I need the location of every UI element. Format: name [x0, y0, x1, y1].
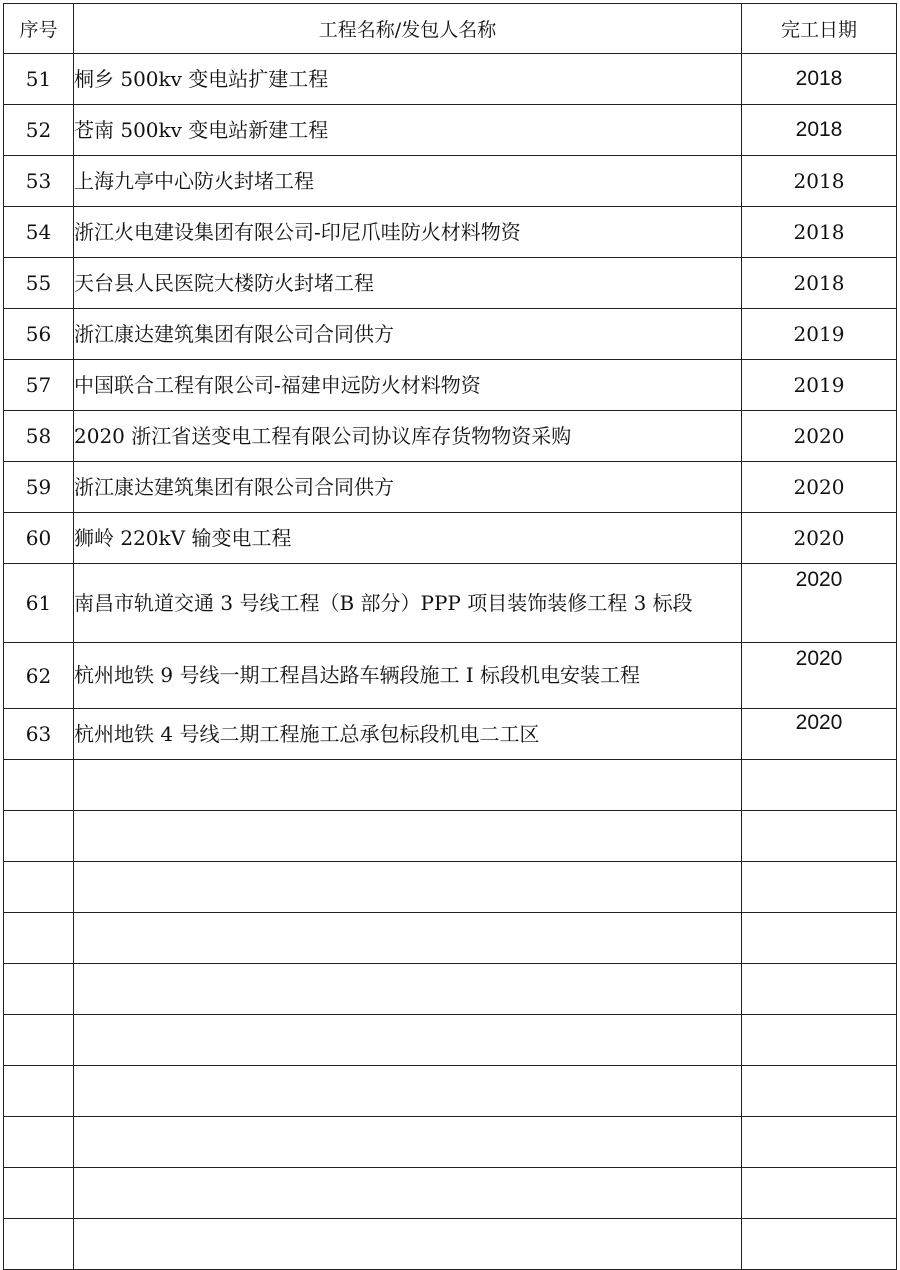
table-row — [4, 513, 897, 564]
row-date: 2018 — [742, 156, 897, 207]
empty-cell — [74, 1015, 742, 1066]
row-date: 2018 — [742, 105, 897, 156]
row-name: 浙江火电建设集团有限公司-印尼爪哇防火材料物资 — [74, 207, 742, 258]
empty-cell — [4, 1117, 74, 1168]
table-row — [4, 258, 897, 309]
table-row — [4, 360, 897, 411]
row-no: 52 — [4, 105, 74, 156]
row-date: 2020 — [742, 513, 897, 564]
empty-cell — [74, 913, 742, 964]
row-no: 51 — [4, 54, 74, 105]
row-date: 2020 — [742, 709, 897, 760]
row-name: 2020 浙江省送变电工程有限公司协议库存货物物资采购 — [74, 411, 742, 462]
row-name: 浙江康达建筑集团有限公司合同供方 — [74, 462, 742, 513]
row-date: 2019 — [742, 360, 897, 411]
header-no: 序号 — [4, 4, 74, 54]
empty-cell — [742, 1219, 897, 1270]
empty-row — [4, 1117, 897, 1168]
row-no: 57 — [4, 360, 74, 411]
empty-row — [4, 760, 897, 811]
empty-cell — [74, 1066, 742, 1117]
row-date: 2018 — [742, 258, 897, 309]
empty-cell — [74, 1219, 742, 1270]
empty-cell — [4, 1168, 74, 1219]
row-date: 2018 — [742, 54, 897, 105]
empty-row — [4, 1219, 897, 1270]
row-name: 杭州地铁 4 号线二期工程施工总承包标段机电二工区 — [74, 709, 742, 760]
row-no: 56 — [4, 309, 74, 360]
empty-row — [4, 964, 897, 1015]
row-no: 62 — [4, 643, 74, 709]
row-name: 桐乡 500kv 变电站扩建工程 — [74, 54, 742, 105]
row-name: 杭州地铁 9 号线一期工程昌达路车辆段施工 I 标段机电安装工程 — [74, 643, 742, 709]
empty-cell — [4, 760, 74, 811]
empty-cell — [742, 913, 897, 964]
table-row — [4, 643, 897, 709]
empty-cell — [742, 862, 897, 913]
empty-cell — [74, 811, 742, 862]
table-row — [4, 156, 897, 207]
table-row — [4, 564, 897, 643]
row-no: 61 — [4, 564, 74, 643]
row-date: 2020 — [742, 462, 897, 513]
empty-cell — [4, 862, 74, 913]
row-no: 53 — [4, 156, 74, 207]
row-name: 中国联合工程有限公司-福建申远防火材料物资 — [74, 360, 742, 411]
table-row — [4, 54, 897, 105]
table-row — [4, 309, 897, 360]
empty-row — [4, 913, 897, 964]
table-row — [4, 411, 897, 462]
empty-cell — [74, 964, 742, 1015]
row-name: 上海九亭中心防火封堵工程 — [74, 156, 742, 207]
empty-cell — [4, 964, 74, 1015]
table-row — [4, 462, 897, 513]
empty-cell — [74, 1117, 742, 1168]
empty-cell — [74, 862, 742, 913]
row-date: 2020 — [742, 564, 897, 643]
empty-cell — [4, 913, 74, 964]
row-no: 54 — [4, 207, 74, 258]
row-date: 2020 — [742, 643, 897, 709]
empty-cell — [4, 1219, 74, 1270]
empty-row — [4, 1168, 897, 1219]
empty-cell — [742, 1117, 897, 1168]
row-name: 浙江康达建筑集团有限公司合同供方 — [74, 309, 742, 360]
row-name: 南昌市轨道交通 3 号线工程（B 部分）PPP 项目装饰装修工程 3 标段 — [74, 564, 742, 643]
table-row — [4, 709, 897, 760]
empty-cell — [74, 760, 742, 811]
table-row — [4, 207, 897, 258]
row-date: 2019 — [742, 309, 897, 360]
header-date: 完工日期 — [742, 4, 897, 54]
row-name: 狮岭 220kV 输变电工程 — [74, 513, 742, 564]
empty-row — [4, 1066, 897, 1117]
empty-cell — [74, 1168, 742, 1219]
row-no: 60 — [4, 513, 74, 564]
empty-cell — [4, 1066, 74, 1117]
row-no: 55 — [4, 258, 74, 309]
table-row — [4, 105, 897, 156]
empty-cell — [742, 1168, 897, 1219]
empty-cell — [742, 760, 897, 811]
project-table — [3, 3, 897, 1270]
row-date: 2018 — [742, 207, 897, 258]
row-no: 59 — [4, 462, 74, 513]
row-name: 苍南 500kv 变电站新建工程 — [74, 105, 742, 156]
header-name: 工程名称/发包人名称 — [74, 4, 742, 54]
row-no: 63 — [4, 709, 74, 760]
empty-row — [4, 811, 897, 862]
row-no: 58 — [4, 411, 74, 462]
row-name: 天台县人民医院大楼防火封堵工程 — [74, 258, 742, 309]
empty-cell — [742, 964, 897, 1015]
row-date: 2020 — [742, 411, 897, 462]
empty-row — [4, 862, 897, 913]
empty-cell — [742, 1015, 897, 1066]
table-header-row — [4, 4, 897, 54]
empty-cell — [742, 811, 897, 862]
empty-cell — [742, 1066, 897, 1117]
empty-cell — [4, 1015, 74, 1066]
empty-row — [4, 1015, 897, 1066]
empty-cell — [4, 811, 74, 862]
